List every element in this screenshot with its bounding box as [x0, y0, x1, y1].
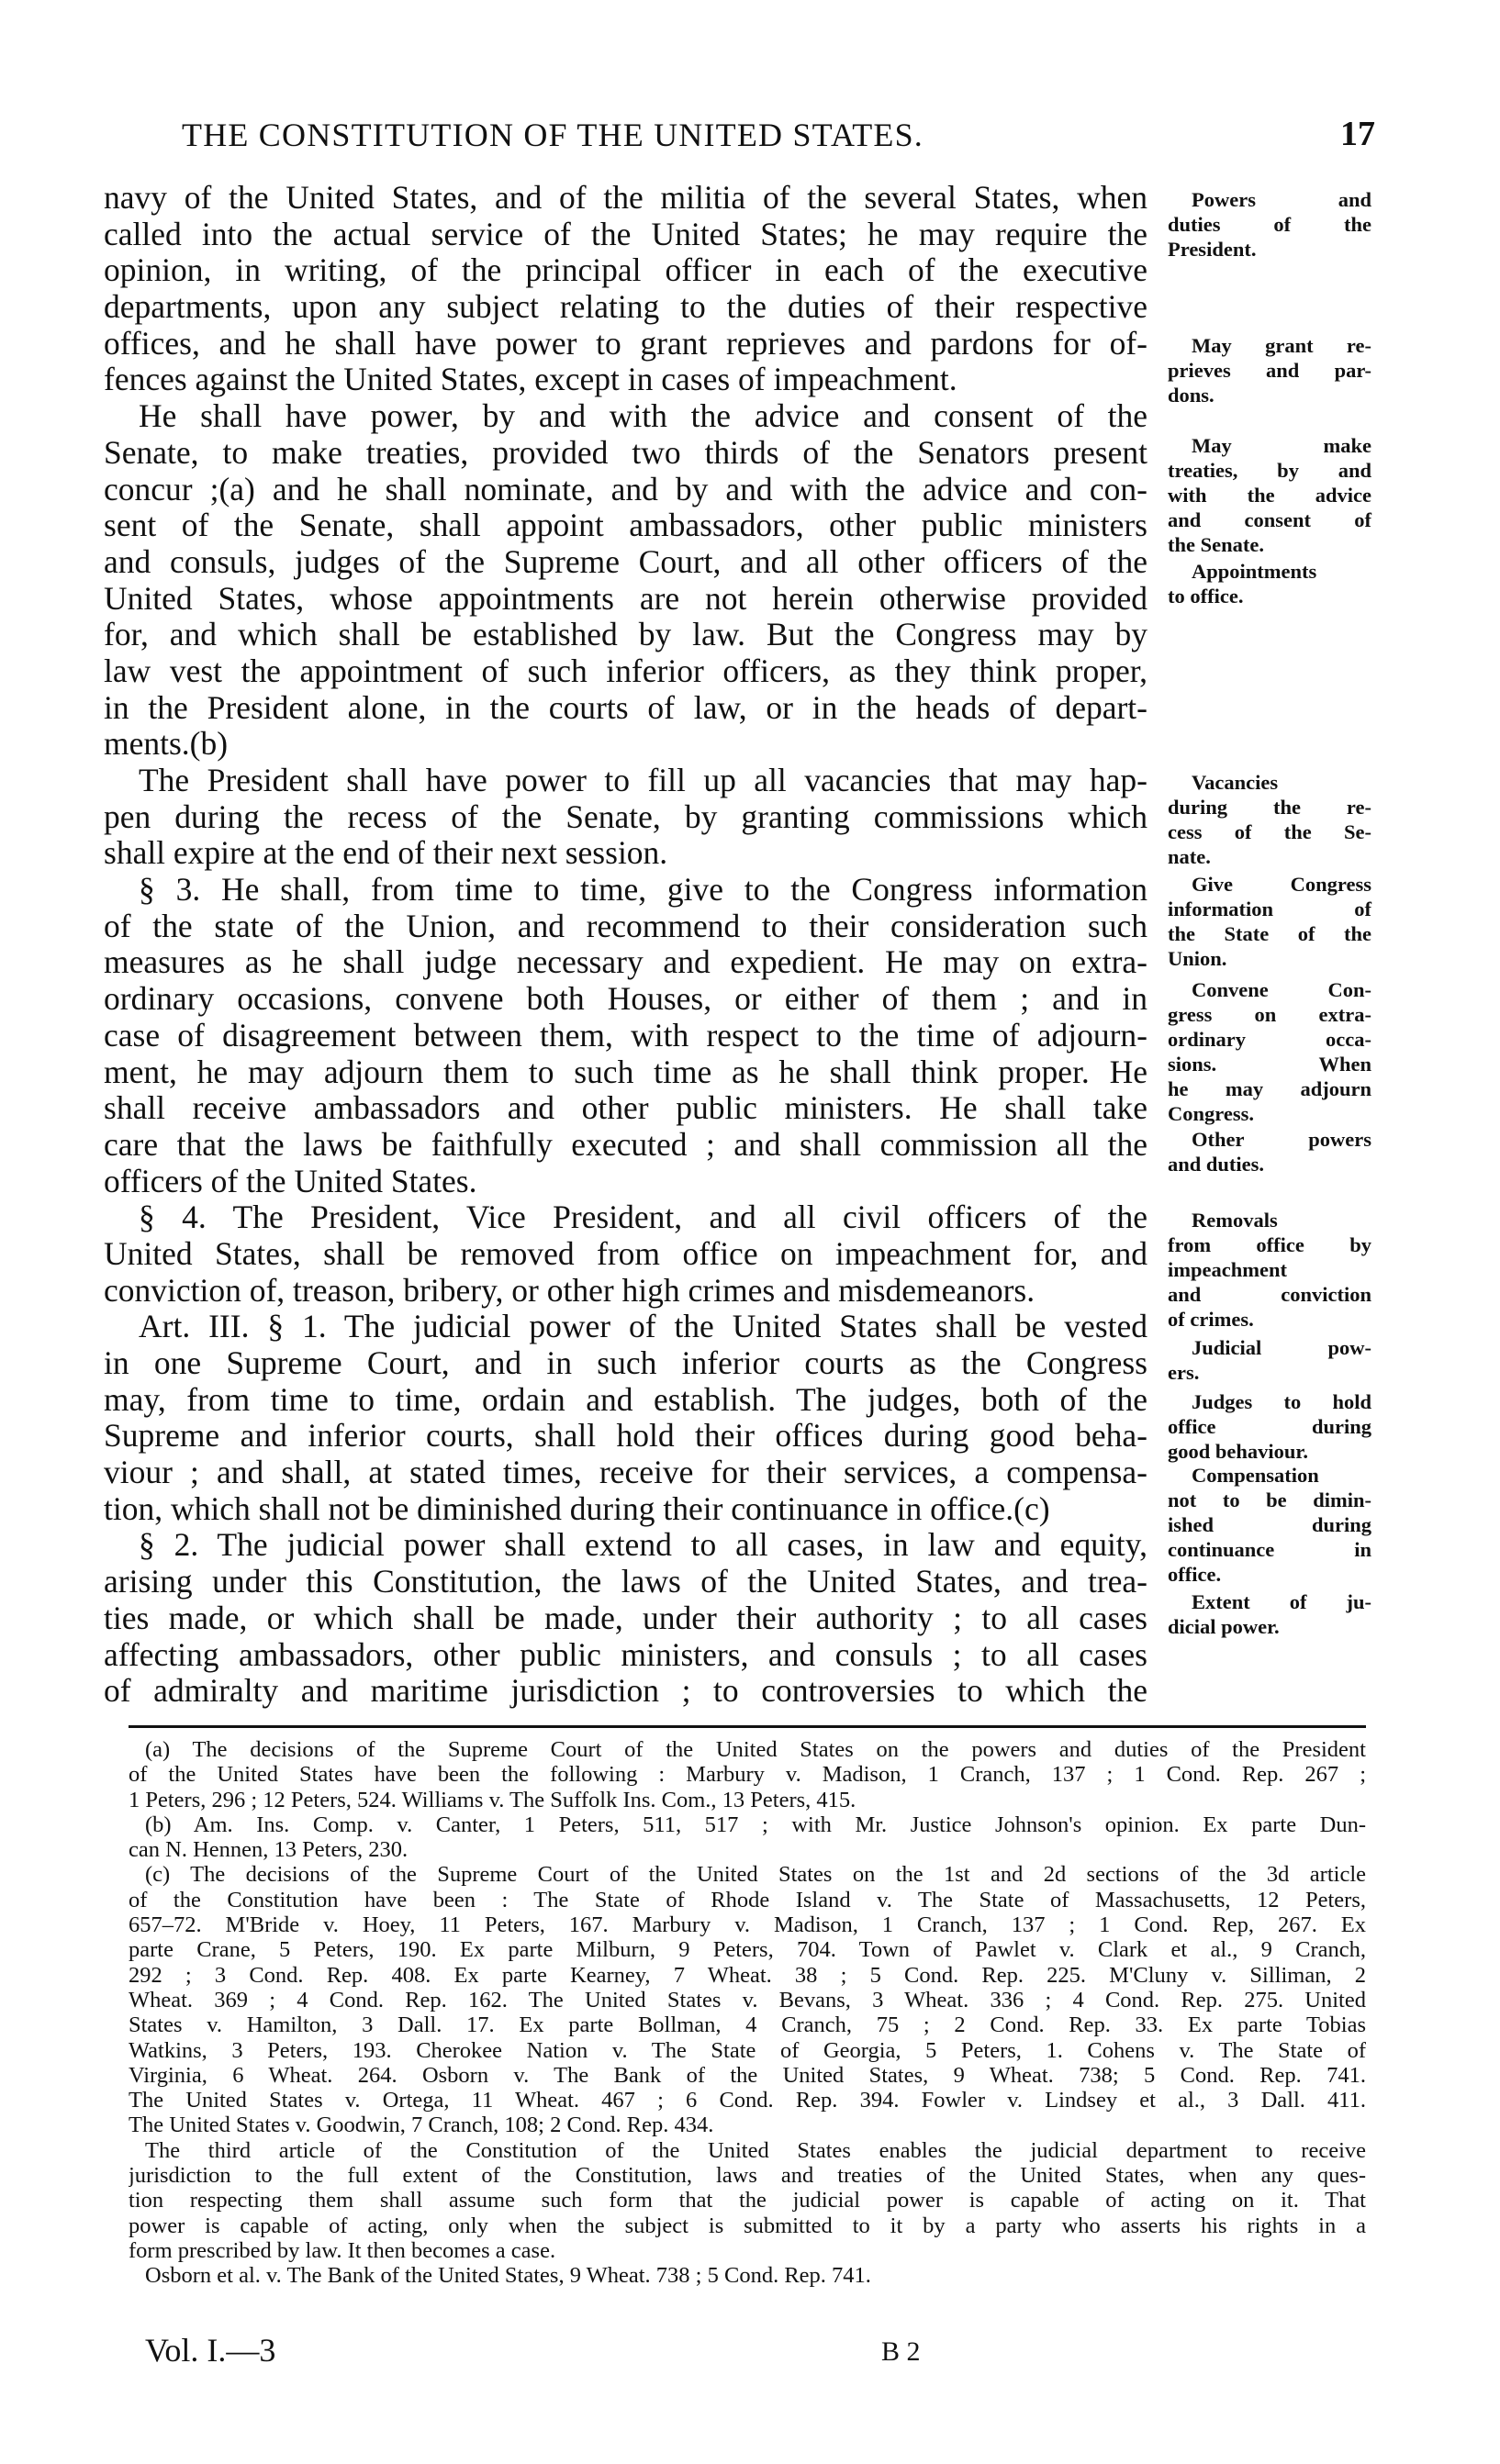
margin-note-line: sions. When — [1168, 1053, 1371, 1076]
body-line: shall receive ambassadors and other public ministers. He shall take — [104, 1090, 1147, 1127]
footnote-line: The United States v. Goodwin, 7 Cranch, 108; 2 Cond. Rep. 434. — [129, 2113, 714, 2138]
footnote-line: 657–72. M'Bride v. Hoey, 11 Peters, 167. Marbury v. Madison, 1 Cranch, 137 ; 1 Cond. Rep, 267. Ex — [129, 1912, 1366, 1938]
body-line: United States, shall be removed from office on impeachment for, and — [104, 1235, 1147, 1272]
body-line: departments, upon any subject relating to the duties of their respective — [104, 289, 1147, 326]
margin-note-line: duties of the — [1168, 213, 1371, 236]
footnote-line: The third article of the Constitution of the United States enables the judicial department to receive — [145, 2137, 1366, 2163]
margin-note — [1168, 977, 1371, 1126]
body-line: tion, which shall not be diminished during their continuance in office.(c) — [104, 1490, 1050, 1527]
footnote-line: (a) The decisions of the Supreme Court of the United States on the powers and duties of the President — [145, 1737, 1366, 1762]
body-line: may, from time to time, ordain and establish. The judges, both of the — [104, 1381, 1147, 1418]
margin-note-line: ers. — [1168, 1360, 1200, 1384]
margin-note — [1168, 872, 1371, 971]
margin-note-line: Union. — [1168, 947, 1227, 971]
margin-note-line: from office by — [1168, 1232, 1371, 1256]
margin-note-line: with the advice — [1168, 483, 1371, 507]
body-line: for, and which shall be established by law. But the Congress may by — [104, 617, 1147, 653]
body-line: ordinary occasions, convene both Houses, or either of them ; and in — [104, 981, 1147, 1018]
body-line: ties made, or which shall be made, under their authority ; to all cases — [104, 1600, 1147, 1636]
body-line: § 4. The President, Vice President, and all civil officers of the — [139, 1199, 1147, 1236]
margin-note — [1168, 333, 1371, 407]
margin-note-line: good behaviour. — [1168, 1440, 1308, 1464]
margin-note-line: Compensation — [1192, 1463, 1319, 1487]
body-line: Senate, to make treaties, provided two thirds of the Senators present — [104, 434, 1147, 471]
margin-note-line: and consent of — [1168, 507, 1371, 531]
body-line: care that the laws be faithfully executed ; and shall commission all the — [104, 1126, 1147, 1163]
footnote-line: States v. Hamilton, 3 Dall. 17. Ex parte Bollman, 4 Cranch, 75 ; 2 Cond. Rep. 33. Ex parte Tobias — [129, 2012, 1366, 2038]
footnote-line: The United States v. Ortega, 11 Wheat. 467 ; 6 Cond. Rep. 394. Fowler v. Lindsey et al., 3 Dall. 411. — [129, 2088, 1366, 2113]
footnote-line: can N. Hennen, 13 Peters, 230. — [129, 1837, 409, 1863]
margin-note — [1168, 1463, 1371, 1587]
body-line: shall expire at the end of their next session. — [104, 835, 668, 872]
margin-note — [1168, 433, 1371, 557]
footnote-line: tion respecting them shall assume such form that the judicial power is capable of acting on it. That — [129, 2188, 1366, 2213]
footnote-line: parte Crane, 5 Peters, 190. Ex parte Milburn, 9 Peters, 704. Town of Pawlet v. Clark et al., 9 Cranch, — [129, 1937, 1366, 1963]
body-line: § 3. He shall, from time to time, give to the Congress information — [139, 872, 1147, 909]
margin-note-line: gress on extra- — [1168, 1003, 1371, 1027]
main-text-column — [104, 180, 1147, 1710]
footnote-line: power is capable of acting, only when the subject is submitted to it by a party who asserts his rights in a — [129, 2213, 1366, 2238]
body-line: Art. III. § 1. The judicial power of the United States shall be vested — [139, 1309, 1147, 1345]
footnote-line: Osborn et al. v. The Bank of the United States, 9 Wheat. 738 ; 5 Cond. Rep. 741. — [145, 2263, 871, 2289]
margin-note — [1168, 559, 1371, 608]
margin-note-line: ordinary occa- — [1168, 1028, 1371, 1052]
margin-note — [1168, 1589, 1371, 1639]
body-line: officers of the United States. — [104, 1163, 477, 1199]
footnotes-section — [129, 1737, 1366, 2289]
body-line: fences against the United States, except in cases of impeachment. — [104, 362, 957, 398]
footnote-line: (b) Am. Ins. Comp. v. Canter, 1 Peters, 511, 517 ; with Mr. Justice Johnson's opinion. Ex parte Dun- — [145, 1812, 1366, 1837]
margin-note — [1168, 1127, 1371, 1176]
margin-note-line: Congress. — [1168, 1102, 1254, 1126]
footnote-line: form prescribed by law. It then becomes a case. — [129, 2237, 556, 2263]
body-line: The President shall have power to fill up all vacancies that may hap- — [139, 763, 1147, 798]
margin-note-line: continuance in — [1168, 1537, 1371, 1561]
running-head: THE CONSTITUTION OF THE UNITED STATES. — [182, 117, 924, 153]
body-line: in the President alone, in the courts of law, or in the heads of depart- — [104, 689, 1147, 726]
page-number: 17 — [1340, 115, 1375, 153]
margin-note-line: Judicial pow- — [1192, 1335, 1371, 1359]
margin-note-line: May grant re- — [1192, 333, 1371, 357]
footnote-line: jurisdiction to the full extent of the Constitution, laws and treaties of the United States, when any ques- — [129, 2163, 1366, 2189]
margin-note-line: Give Congress — [1192, 873, 1371, 897]
margin-note-line: May make — [1192, 433, 1371, 457]
body-line: ments.(b) — [104, 726, 229, 763]
margin-note-line: Appointments — [1192, 559, 1317, 583]
margin-note-line: information of — [1168, 898, 1371, 921]
margin-note-line: dicial power. — [1168, 1615, 1280, 1639]
footnote-line: of the United States have been the following : Marbury v. Madison, 1 Cranch, 137 ; 1 Cond. Rep. 267 ; — [129, 1762, 1366, 1788]
body-line: arising under this Constitution, the laws of the United States, and trea- — [104, 1564, 1147, 1600]
margin-note-line: the Senate. — [1168, 532, 1264, 556]
body-line: law vest the appointment of such inferior officers, as they think proper, — [104, 652, 1147, 689]
body-line: He shall have power, by and with the advice and consent of the — [139, 398, 1147, 435]
footnote-line: of the Constitution have been : The State of Rhode Island v. The State of Massachusetts, 12 Peters, — [129, 1887, 1366, 1912]
margin-note-line: and duties. — [1168, 1153, 1265, 1176]
margin-note — [1168, 1335, 1371, 1385]
margin-note-line: not to be dimin- — [1168, 1488, 1371, 1511]
body-line: ment, he may adjourn them to such time as he shall think proper. He — [104, 1054, 1147, 1090]
body-line: and consuls, judges of the Supreme Court, and all other officers of the — [104, 543, 1147, 580]
footnote-line: 292 ; 3 Cond. Rep. 408. Ex parte Kearney, 7 Wheat. 38 ; 5 Cond. Rep. 225. M'Cluny v. Silliman, 2 — [129, 1962, 1366, 1988]
sheet-signature: B 2 — [881, 2336, 921, 2367]
body-line: sent of the Senate, shall appoint ambassadors, other public ministers — [104, 507, 1147, 544]
body-line: Supreme and inferior courts, shall hold their offices during good beha- — [104, 1418, 1147, 1455]
body-line: navy of the United States, and of the militia of the several States, when — [104, 180, 1147, 216]
footnote-line: Wheat. 369 ; 4 Cond. Rep. 162. The United States v. Bevans, 3 Wheat. 336 ; 4 Cond. Rep. 275. United — [129, 1987, 1366, 2012]
body-line: of admiralty and maritime jurisdiction ; to controversies to which the — [104, 1673, 1147, 1710]
body-line: affecting ambassadors, other public ministers, and consuls ; to all cases — [104, 1636, 1147, 1673]
body-line: conviction of, treason, bribery, or other high crimes and misdemeanors. — [104, 1272, 1035, 1309]
volume-signature: Vol. I.—3 — [145, 2332, 276, 2369]
body-line: viour ; and shall, at stated times, receive for their services, a compensa- — [104, 1455, 1147, 1491]
margin-note — [1168, 1389, 1371, 1464]
margin-note-line: and conviction — [1168, 1282, 1371, 1306]
margin-note-line: Extent of ju- — [1192, 1590, 1371, 1614]
margin-note — [1168, 1208, 1371, 1332]
margin-note-line: office. — [1168, 1562, 1222, 1586]
margin-note-line: to office. — [1168, 584, 1244, 608]
body-line: called into the actual service of the United States; he may require the — [104, 216, 1147, 252]
footnote-line: Watkins, 3 Peters, 193. Cherokee Nation v. The State of Georgia, 5 Peters, 1. Cohens v. The State of — [129, 2037, 1366, 2063]
margin-note — [1168, 770, 1371, 869]
body-line: United States, whose appointments are not herein otherwise provided — [104, 580, 1147, 617]
body-line: pen during the recess of the Senate, by granting commissions which — [104, 798, 1147, 835]
footnote-rule — [129, 1725, 1366, 1728]
margin-note-line: Powers and — [1192, 188, 1371, 211]
body-line: case of disagreement between them, with respect to the time of adjourn- — [104, 1017, 1147, 1054]
margin-note-line: impeachment — [1168, 1257, 1287, 1281]
body-line: concur ;(a) and he shall nominate, and by and with the advice and con- — [104, 471, 1147, 507]
margin-note-line: Removals — [1192, 1208, 1278, 1232]
margin-note-line: Judges to hold — [1192, 1390, 1371, 1414]
body-line: § 2. The judicial power shall extend to all cases, in law and equity, — [139, 1527, 1147, 1564]
margin-note-line: ished during — [1168, 1512, 1371, 1536]
body-line: measures as he shall judge necessary and expedient. He may on extra- — [104, 944, 1147, 981]
body-line: offices, and he shall have power to grant reprieves and pardons for of- — [104, 325, 1147, 362]
footnote-line: 1 Peters, 296 ; 12 Peters, 524. Williams v. The Suffolk Ins. Com., 13 Peters, 415. — [129, 1787, 856, 1812]
margin-note-line: of crimes. — [1168, 1307, 1254, 1331]
body-line: of the state of the Union, and recommend to their consideration such — [104, 908, 1147, 944]
margin-note-line: office during — [1168, 1415, 1371, 1439]
margin-note-line: he may adjourn — [1168, 1077, 1371, 1101]
margin-note-line: Other powers — [1192, 1128, 1371, 1152]
margin-note-line: dons. — [1168, 383, 1215, 407]
body-line: in one Supreme Court, and in such inferior courts as the Congress — [104, 1345, 1147, 1381]
margin-note-line: cess of the Se- — [1168, 820, 1371, 844]
margin-note — [1168, 187, 1371, 262]
margin-note-line: treaties, by and — [1168, 458, 1371, 482]
footnote-line: Virginia, 6 Wheat. 264. Osborn v. The Bank of the United States, 9 Wheat. 738; 5 Cond. Rep. 741. — [129, 2062, 1366, 2088]
margin-note-line: Convene Con- — [1192, 978, 1371, 1002]
margin-note-line: prieves and par- — [1168, 358, 1371, 382]
footnote-line: (c) The decisions of the Supreme Court of the United States on the 1st and 2d sections of the 3d article — [145, 1862, 1366, 1888]
margin-note-line: the State of the — [1168, 922, 1371, 946]
body-line: opinion, in writing, of the principal officer in each of the executive — [104, 252, 1147, 289]
margin-note-line: Vacancies — [1192, 771, 1279, 795]
margin-note-line: President. — [1168, 238, 1257, 261]
margin-note-line: during the re- — [1168, 796, 1371, 819]
margin-note-line: nate. — [1168, 845, 1211, 869]
